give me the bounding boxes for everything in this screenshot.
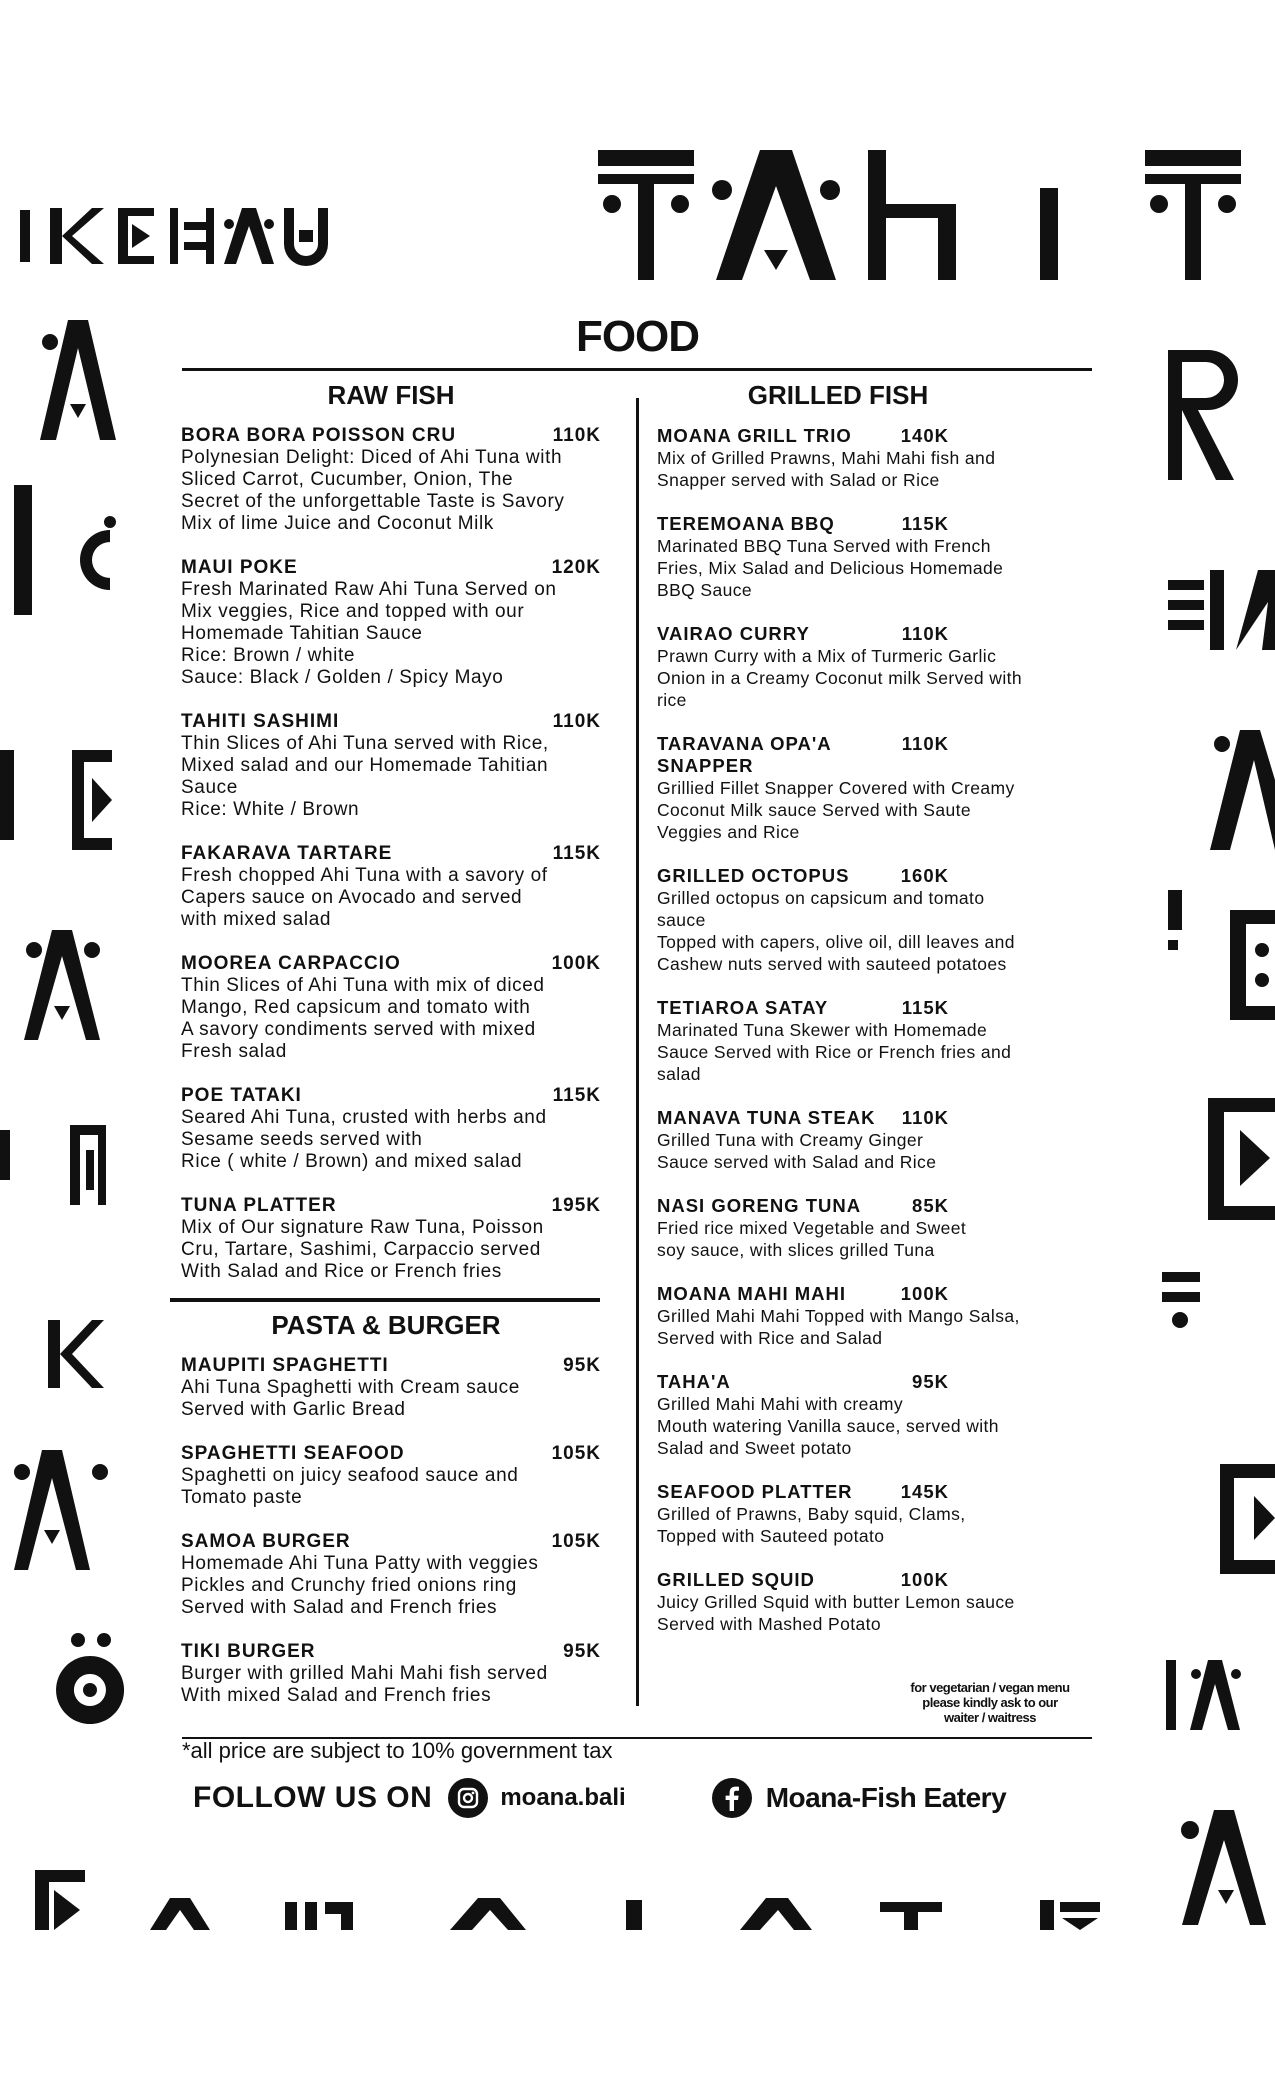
menu-item-description-line: soy sauce, with slices grilled Tuna: [657, 1240, 935, 1260]
menu-item-header: [657, 623, 1029, 645]
follow-us-label: FOLLOW US ON: [193, 1781, 433, 1814]
menu-item-name: MOANA GRILL TRIO: [657, 425, 852, 446]
menu-item-header: [181, 557, 601, 579]
menu-item-description-line: Sesame seeds served with: [181, 1129, 423, 1150]
vegetarian-note-line: for vegetarian / vegan menu: [910, 1680, 1070, 1695]
instagram-handle[interactable]: moana.bali: [500, 1784, 626, 1811]
menu-item-price: 110K: [552, 425, 601, 446]
menu-item-name: POE TATAKI: [181, 1085, 302, 1106]
grilled-fish-list: [657, 425, 1029, 1635]
menu-item-description-line: Mix of Grilled Prawns, Mahi Mahi fish and: [657, 448, 996, 468]
menu-item-name: GRILLED SQUID: [657, 1569, 815, 1590]
menu-item-description-line: Mix of Our signature Raw Tuna, Poisson: [181, 1217, 544, 1238]
menu-item: [657, 513, 1029, 601]
menu-item-description-line: Fresh salad: [181, 1041, 287, 1062]
menu-item-name: BORA BORA POISSON CRU: [181, 425, 457, 446]
menu-item-description-line: Grillied Fillet Snapper Covered with Creamy: [657, 778, 1015, 798]
pasta-burger-section: [181, 1310, 601, 1729]
menu-item-header: [181, 1443, 601, 1465]
menu-item-name: GRILLED OCTOPUS: [657, 865, 850, 886]
raw-fish-list: [181, 425, 601, 1283]
menu-item-price: 120K: [551, 557, 601, 578]
menu-item-price: 95K: [563, 1355, 601, 1376]
menu-item-name: TARAVANA OPA'A SNAPPER: [657, 733, 831, 776]
menu-item-name: NASI GORENG TUNA: [657, 1195, 862, 1216]
menu-item-price: 115K: [552, 1085, 601, 1106]
menu-item-description-line: Sliced Carrot, Cucumber, Onion, The: [181, 469, 514, 490]
menu-item-price: 100K: [900, 1283, 949, 1304]
menu-item-description-line: Mouth watering Vanilla sauce, served with: [657, 1416, 999, 1436]
menu-item-description-line: Capers sauce on Avocado and served: [181, 887, 523, 908]
menu-item-name: MAUI POKE: [181, 557, 298, 578]
menu-item-description-line: Sauce served with Salad and Rice: [657, 1152, 937, 1172]
menu-item-description-line: Burger with grilled Mahi Mahi fish served: [181, 1663, 548, 1684]
menu-item-price: 110K: [901, 733, 949, 754]
menu-item-description-line: Sauce Served with Rice or French fries and salad: [657, 1042, 1012, 1084]
vegetarian-note-line: waiter / waitress: [944, 1710, 1036, 1725]
menu-item-header: [657, 1371, 1029, 1393]
menu-item-name: SEAFOOD PLATTER: [657, 1481, 853, 1502]
menu-item-description-line: BBQ Sauce: [657, 580, 753, 600]
menu-item-price: 105K: [551, 1443, 601, 1464]
menu-item-header: [657, 1195, 1029, 1217]
menu-item-name: SPAGHETTI SEAFOOD: [181, 1443, 405, 1464]
menu-item-price: 195K: [551, 1195, 601, 1216]
menu-item-description-line: Snapper served with Salad or Rice: [657, 470, 940, 490]
menu-item-header: [181, 1641, 601, 1663]
menu-item-price: 110K: [552, 711, 601, 732]
facebook-icon[interactable]: [712, 1778, 752, 1818]
menu-item-description-line: Served with Garlic Bread: [181, 1399, 406, 1420]
menu-item-description-line: Grilled Mahi Mahi with creamy: [657, 1394, 903, 1414]
menu-item: [181, 1641, 601, 1707]
menu-item-header: [181, 1195, 601, 1217]
page-title: FOOD: [575, 312, 700, 361]
menu-item-price: 145K: [900, 1481, 949, 1502]
menu-item-description-line: Sauce: Black / Golden / Spicy Mayo: [181, 667, 504, 688]
menu-item-header: [181, 1085, 601, 1107]
menu-item-description-line: Mango, Red capsicum and tomato with: [181, 997, 531, 1018]
menu-item-price: 115K: [901, 513, 949, 534]
menu-item-header: [657, 1107, 1029, 1129]
menu-item-description-line: Topped with Sauteed potato: [657, 1526, 885, 1546]
grilled-fish-title: GRILLED FISH: [747, 380, 929, 410]
menu-item-description-line: Tomato paste: [181, 1487, 303, 1508]
title-underline: [182, 368, 1092, 371]
instagram-icon[interactable]: [448, 1778, 488, 1818]
menu-item-description-line: Mix of lime Juice and Coconut Milk: [181, 513, 494, 534]
menu-item-description-line: Homemade Ahi Tuna Patty with veggies: [181, 1553, 539, 1574]
menu-item: [657, 1569, 1029, 1635]
menu-item-header: [657, 733, 1029, 777]
facebook-page-name[interactable]: Moana-Fish Eatery: [765, 1782, 1007, 1813]
menu-item-header: [181, 711, 601, 733]
menu-item-description-line: Fried rice mixed Vegetable and Sweet: [657, 1218, 967, 1238]
menu-item-description-line: Rice: Brown / white: [181, 645, 356, 666]
menu-item: [181, 1355, 601, 1421]
menu-item-description-line: With mixed Salad and French fries: [181, 1685, 492, 1706]
menu-item-description-line: Mix veggies, Rice and topped with our: [181, 601, 525, 622]
menu-item-description-line: Rice ( white / Brown) and mixed salad: [181, 1151, 523, 1172]
menu-item-name: TIKI BURGER: [181, 1641, 316, 1662]
menu-item-description-line: A savory condiments served with mixed: [181, 1019, 536, 1040]
decorative-header-art: [0, 130, 1275, 290]
raw-fish-title: RAW FISH: [327, 380, 455, 410]
decorative-left-border-art: [0, 300, 130, 1780]
column-divider: [636, 398, 639, 1706]
menu-item-name: FAKARAVA TARTARE: [181, 843, 393, 864]
menu-item-description-line: Veggies and Rice: [657, 822, 800, 842]
menu-item-name: MOOREA CARPACCIO: [181, 953, 401, 974]
menu-item-header: [181, 1531, 601, 1553]
menu-item-name: VAIRAO CURRY: [657, 623, 810, 644]
menu-item-description-line: Seared Ahi Tuna, crusted with herbs and: [181, 1107, 547, 1128]
menu-item-name: SAMOA BURGER: [181, 1531, 351, 1552]
menu-item-header: [657, 1481, 1029, 1503]
menu-item-description-line: Marinated Tuna Skewer with Homemade: [657, 1020, 988, 1040]
menu-item-description-line: Salad and Sweet potato: [657, 1438, 852, 1458]
raw-fish-section: [181, 380, 601, 1305]
tax-note: *all price are subject to 10% government tax: [182, 1738, 613, 1763]
menu-item: [657, 1481, 1029, 1547]
menu-item-header: [181, 425, 601, 447]
menu-item: [181, 843, 601, 931]
menu-item-price: 100K: [900, 1569, 949, 1590]
menu-item-description-line: Homemade Tahitian Sauce: [181, 623, 423, 644]
menu-item-description-line: Grilled Tuna with Creamy Ginger: [657, 1130, 924, 1150]
grilled-fish-section: [657, 380, 1029, 1657]
menu-item-description-line: Topped with capers, olive oil, dill leaves and: [657, 932, 1015, 952]
menu-item: [657, 733, 1029, 843]
menu-item-description-line: Fries, Mix Salad and Delicious Homemade: [657, 558, 1004, 578]
menu-item-description-line: Ahi Tuna Spaghetti with Cream sauce: [181, 1377, 520, 1398]
menu-item-header: [657, 513, 1029, 535]
menu-item-name: MOANA MAHI MAHI: [657, 1283, 847, 1304]
menu-item-price: 115K: [901, 997, 949, 1018]
menu-item: [657, 1283, 1029, 1349]
menu-item-name: TAHITI SASHIMI: [181, 711, 340, 732]
menu-item-description-line: Spaghetti on juicy seafood sauce and: [181, 1465, 519, 1486]
menu-item-description-line: Sauce: [181, 777, 238, 798]
menu-item-name: MAUPITI SPAGHETTI: [181, 1355, 389, 1376]
decorative-right-border-art: [1150, 330, 1275, 1780]
menu-item-price: 110K: [901, 623, 949, 644]
menu-item-description-line: Fresh chopped Ahi Tuna with a savory of: [181, 865, 548, 886]
menu-item: [657, 1371, 1029, 1459]
menu-item-price: 105K: [551, 1531, 601, 1552]
menu-item-price: 160K: [900, 865, 949, 886]
menu-item: [181, 1085, 601, 1173]
menu-item-description-line: Prawn Curry with a Mix of Turmeric Garlic: [657, 646, 997, 666]
menu-item-header: [657, 865, 1029, 887]
menu-item-name: TUNA PLATTER: [181, 1195, 337, 1216]
menu-item: [181, 1443, 601, 1509]
menu-item-price: 85K: [912, 1195, 949, 1216]
menu-item-description-line: Grilled octopus on capsicum and tomato sauce: [657, 888, 985, 930]
menu-item-description-line: Secret of the unforgettable Taste is Savory: [181, 491, 565, 512]
menu-item-description-line: Served with Salad and French fries: [181, 1597, 498, 1618]
menu-item-description-line: With Salad and Rice or French fries: [181, 1261, 502, 1282]
menu-item-description-line: Coconut Milk sauce Served with Saute: [657, 800, 971, 820]
menu-item-description-line: Served with Rice and Salad: [657, 1328, 883, 1348]
menu-item-description-line: with mixed salad: [181, 909, 332, 930]
vegetarian-note: [880, 1680, 1100, 1725]
follow-us-bar: [193, 1778, 1006, 1818]
menu-item-name: MANAVA TUNA STEAK: [657, 1107, 876, 1128]
menu-item-price: 95K: [563, 1641, 601, 1662]
menu-item-description-line: Pickles and Crunchy fried onions ring: [181, 1575, 517, 1596]
menu-item-name: TAHA'A: [657, 1371, 731, 1392]
menu-item-description-line: Polynesian Delight: Diced of Ahi Tuna with: [181, 447, 563, 468]
menu-item-description-line: Cru, Tartare, Sashimi, Carpaccio served: [181, 1239, 541, 1260]
menu-item-price: 140K: [900, 425, 949, 446]
menu-item: [181, 1531, 601, 1619]
menu-item: [657, 425, 1029, 491]
menu-item-description-line: Served with Mashed Potato: [657, 1614, 882, 1634]
menu-item: [657, 865, 1029, 975]
menu-item-header: [657, 1283, 1029, 1305]
decorative-right-corner-art: [1160, 1800, 1275, 1930]
menu-item-description-line: Juicy Grilled Squid with butter Lemon sauce: [657, 1592, 1015, 1612]
menu-item-price: 100K: [551, 953, 601, 974]
menu-item-header: [657, 997, 1029, 1019]
menu-item-description-line: Grilled of Prawns, Baby squid, Clams,: [657, 1504, 966, 1524]
menu-item-description-line: Onion in a Creamy Coconut milk Served with: [657, 668, 1022, 688]
menu-item: [657, 997, 1029, 1085]
menu-item: [657, 1107, 1029, 1173]
menu-item: [181, 557, 601, 689]
menu-item-description-line: Grilled Mahi Mahi Topped with Mango Salsa,: [657, 1306, 1020, 1326]
menu-item-name: TETIAROA SATAY: [657, 997, 829, 1018]
menu-item-description-line: Marinated BBQ Tuna Served with French: [657, 536, 991, 556]
menu-item: [181, 711, 601, 821]
menu-item-description-line: rice: [657, 690, 687, 710]
menu-item-price: 110K: [901, 1107, 949, 1128]
menu-item-description-line: Cashew nuts served with sauteed potatoes: [657, 954, 1007, 974]
menu-item: [657, 623, 1029, 711]
menu-item-description-line: Mixed salad and our Homemade Tahitian: [181, 755, 549, 776]
menu-item: [181, 1195, 601, 1283]
menu-item-price: 115K: [552, 843, 601, 864]
menu-item-header: [657, 425, 1029, 447]
menu-item-description-line: Thin Slices of Ahi Tuna served with Rice,: [181, 733, 549, 754]
menu-item-header: [657, 1569, 1029, 1591]
menu-item-description-line: Thin Slices of Ahi Tuna with mix of diced: [181, 975, 545, 996]
pasta-burger-title: PASTA & BURGER: [271, 1310, 501, 1340]
menu-item-description-line: Rice: White / Brown: [181, 799, 360, 820]
menu-item-header: [181, 1355, 601, 1377]
menu-item-header: [181, 953, 601, 975]
menu-item: [657, 1195, 1029, 1261]
menu-item: [181, 953, 601, 1063]
vegetarian-note-line: please kindly ask to our: [922, 1695, 1058, 1710]
decorative-footer-art: [0, 1860, 1150, 1930]
menu-item-price: 95K: [912, 1371, 949, 1392]
menu-item: [181, 425, 601, 535]
menu-item-header: [181, 843, 601, 865]
menu-item-name: TEREMOANA BBQ: [657, 513, 835, 534]
menu-item-description-line: Fresh Marinated Raw Ahi Tuna Served on: [181, 579, 557, 600]
pasta-burger-list: [181, 1355, 601, 1707]
